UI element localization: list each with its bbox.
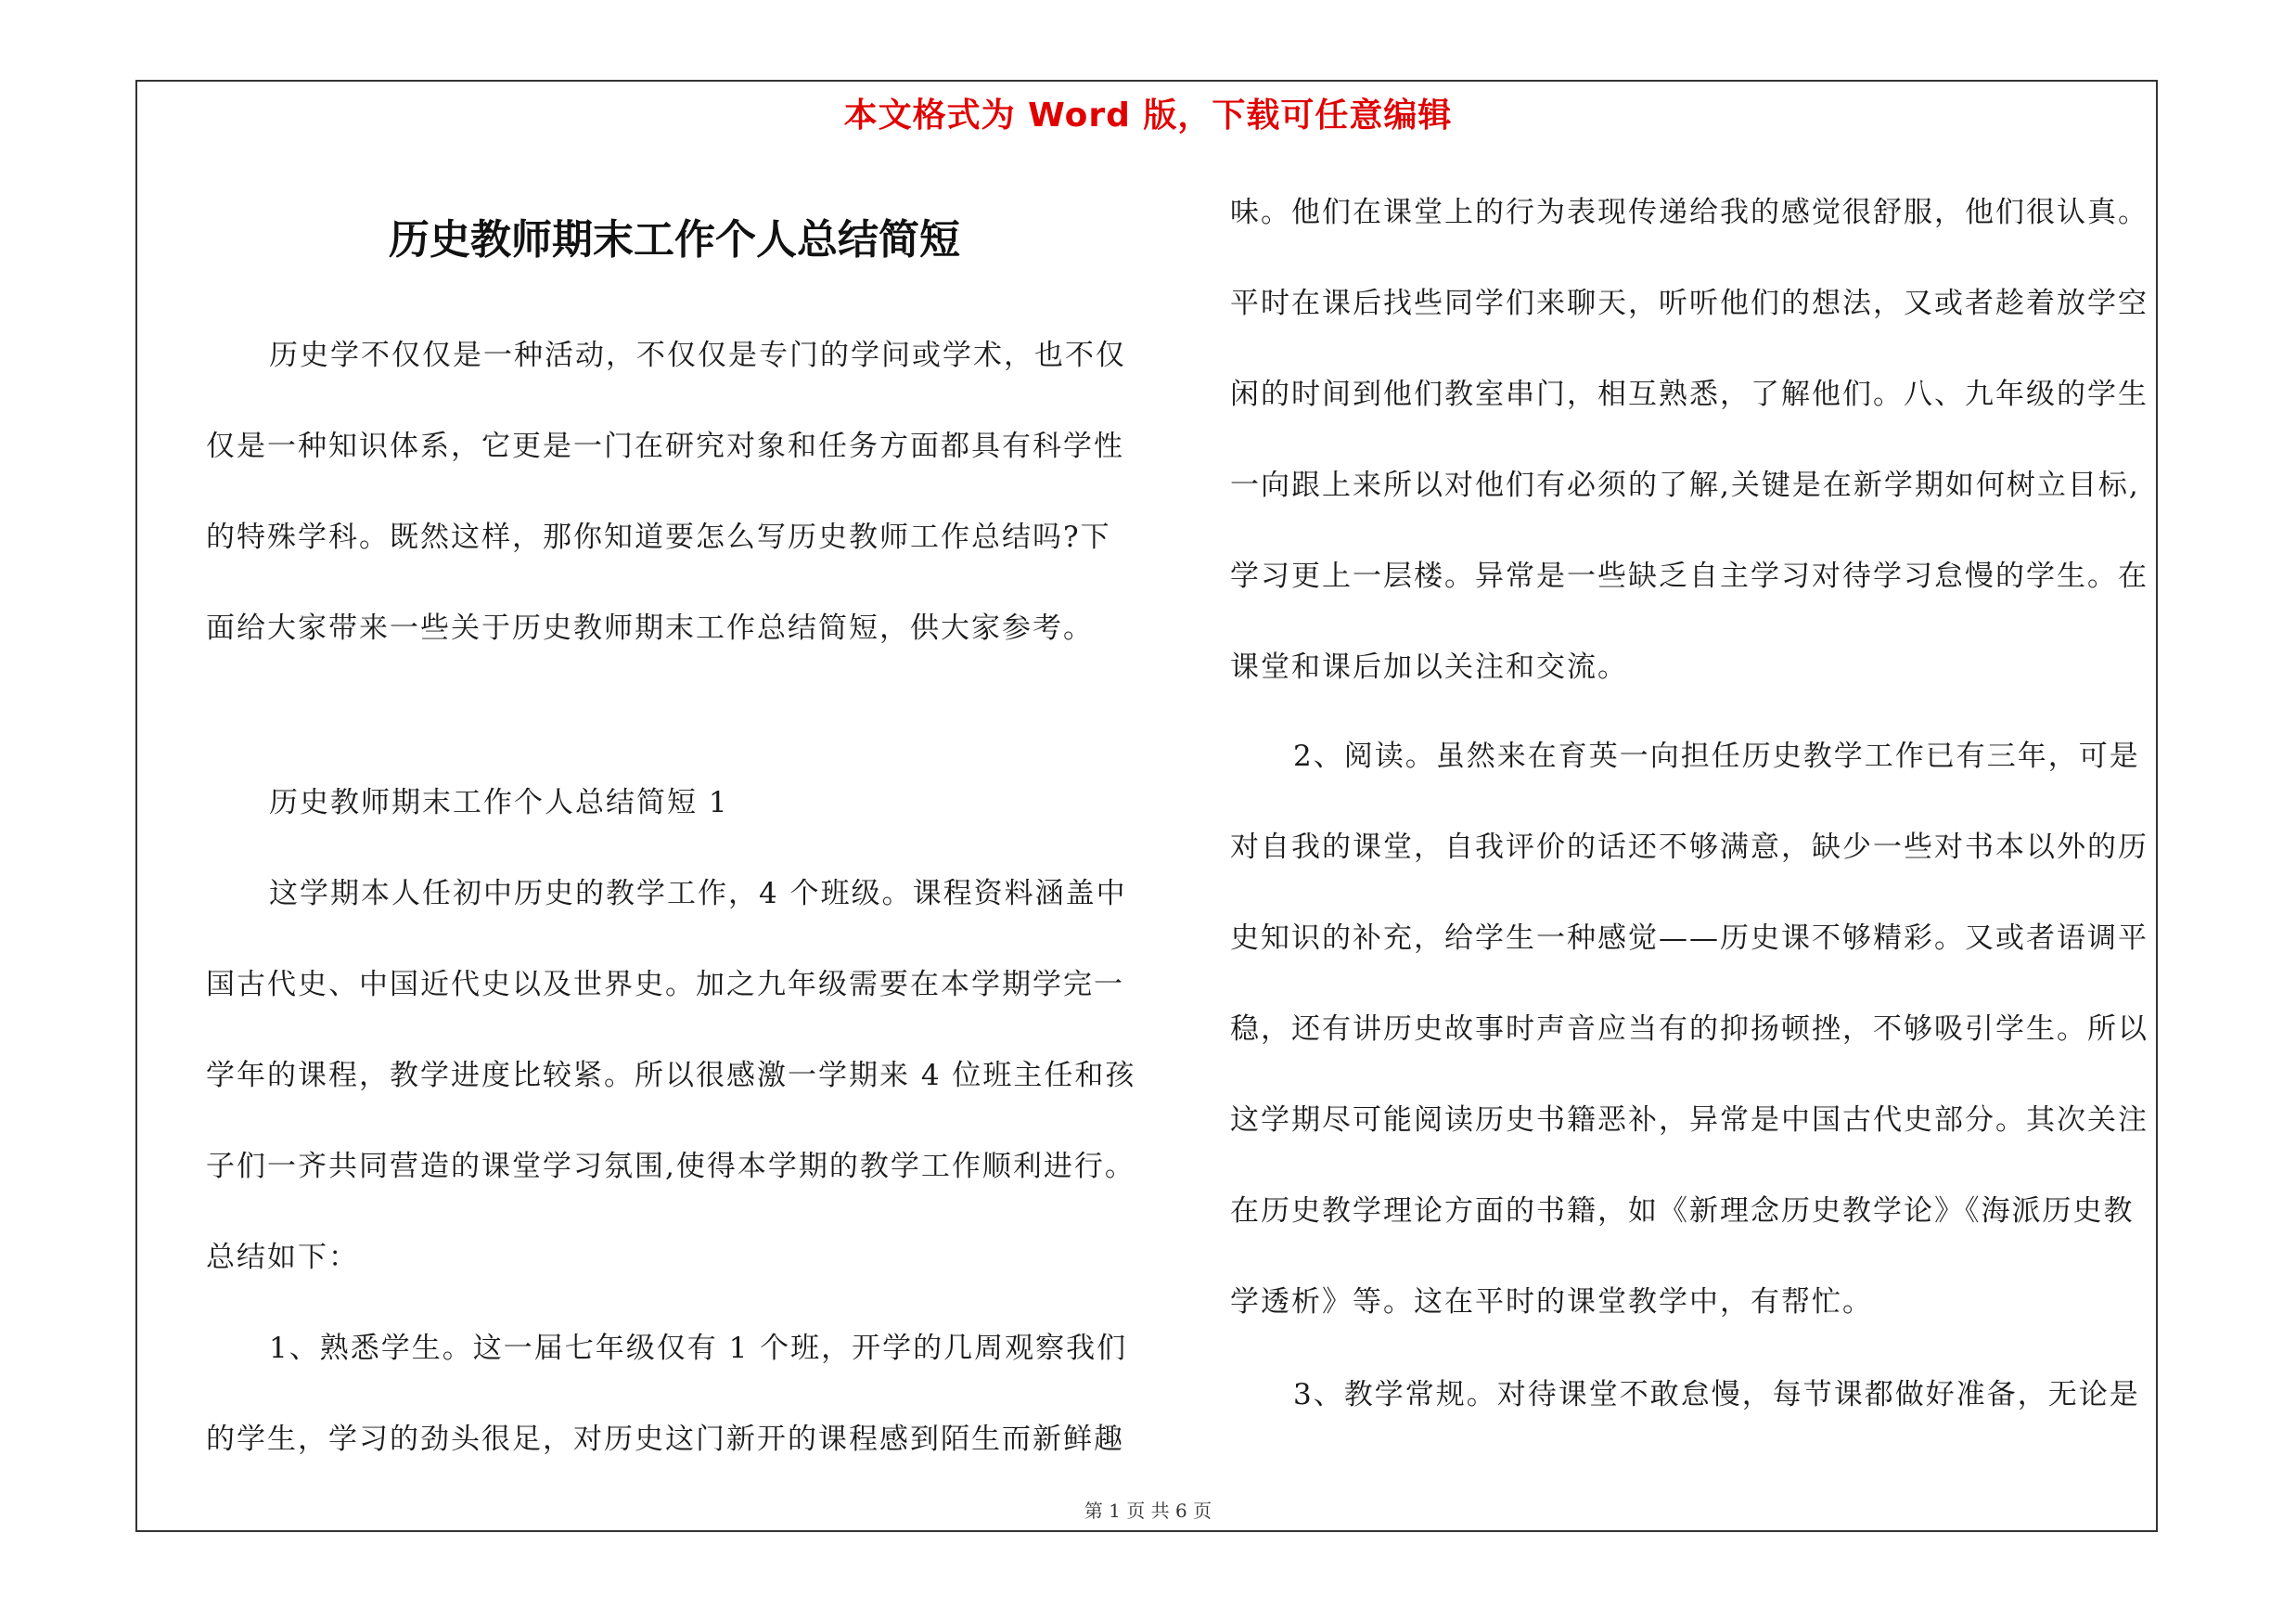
- text-line: 平时在课后找些同学们来聊天，听听他们的想法，又或者趁着放学空: [1230, 287, 2148, 320]
- text-line: 子们一齐共同营造的课堂学习氛围,使得本学期的教学工作顺利进行。: [206, 1150, 1135, 1183]
- text-line: 面给大家带来一些关于历史教师期末工作总结简短，供大家参考。: [206, 612, 1094, 645]
- text-line: 总结如下：: [206, 1241, 359, 1274]
- left-paragraph-2: [206, 757, 729, 848]
- text-line: 一向跟上来所以对他们有必须的了解,关键是在新学期如何树立目标,: [1230, 469, 2140, 502]
- text-line: 闲的时间到他们教室串门，相互熟悉，了解他们。八、九年级的学生: [1230, 378, 2148, 411]
- text-line: 这学期本人任初中历史的教学工作，4 个班级。课程资料涵盖中: [269, 877, 1127, 910]
- right-paragraph-1: [1230, 167, 2148, 713]
- text-line: 史知识的补充，给学生一种感觉——历史课不够精彩。又或者语调平: [1230, 921, 2148, 955]
- page-number-footer: 第 1 页 共 6 页: [1084, 1500, 1212, 1522]
- text-line: 学年的课程，教学进度比较紧。所以很感激一学期来 4 位班主任和孩: [206, 1059, 1136, 1092]
- right-paragraph-2: [1230, 711, 2148, 1347]
- text-line: 的学生，学习的劲头很足，对历史这门新开的课程感到陌生而新鲜趣: [206, 1423, 1124, 1456]
- text-line: 的特殊学科。既然这样，那你知道要怎么写历史教师工作总结吗?下: [206, 521, 1111, 554]
- format-banner: 本文格式为 Word 版，下载可任意编辑: [843, 97, 1453, 135]
- text-line: 1、熟悉学生。这一届七年级仅有 1 个班，开学的几周观察我们: [269, 1332, 1128, 1365]
- left-paragraph-3: [206, 848, 1135, 1303]
- text-line: 味。他们在课堂上的行为表现传递给我的感觉很舒服，他们很认真。: [1230, 196, 2148, 229]
- document-title: 历史教师期末工作个人总结简短: [389, 216, 960, 264]
- section-heading: 历史教师期末工作个人总结简短 1: [269, 786, 729, 819]
- text-line: 国古代史、中国近代史以及世界史。加之九年级需要在本学期学完一: [206, 968, 1124, 1001]
- text-line: 稳，还有讲历史故事时声音应当有的抑扬顿挫，不够吸引学生。所以: [1230, 1012, 2148, 1046]
- text-line: 2、阅读。虽然来在育英一向担任历史教学工作已有三年，可是: [1293, 740, 2140, 773]
- left-paragraph-1: [206, 310, 1126, 674]
- text-line: 学习更上一层楼。异常是一些缺乏自主学习对待学习怠慢的学生。在: [1230, 560, 2148, 593]
- text-line: 3、教学常规。对待课堂不敢怠慢，每节课都做好准备，无论是: [1293, 1378, 2140, 1411]
- left-paragraph-4: [206, 1303, 1127, 1485]
- text-line: 课堂和课后加以关注和交流。: [1230, 650, 1628, 684]
- text-line: 对自我的课堂，自我评价的话还不够满意，缺少一些对书本以外的历: [1230, 831, 2148, 864]
- text-line: 学透析》等。这在平时的课堂教学中，有帮忙。: [1230, 1285, 1873, 1319]
- text-line: 仅是一种知识体系，它更是一门在研究对象和任务方面都具有科学性: [206, 430, 1124, 463]
- text-line: 在历史教学理论方面的书籍，如《新理念历史教学论》《海派历史教: [1230, 1194, 2135, 1228]
- text-line: 历史学不仅仅是一种活动，不仅仅是专门的学问或学术，也不仅: [269, 339, 1126, 372]
- text-line: 这学期尽可能阅读历史书籍恶补，异常是中国古代史部分。其次关注: [1230, 1103, 2148, 1137]
- right-paragraph-3: [1230, 1349, 2140, 1440]
